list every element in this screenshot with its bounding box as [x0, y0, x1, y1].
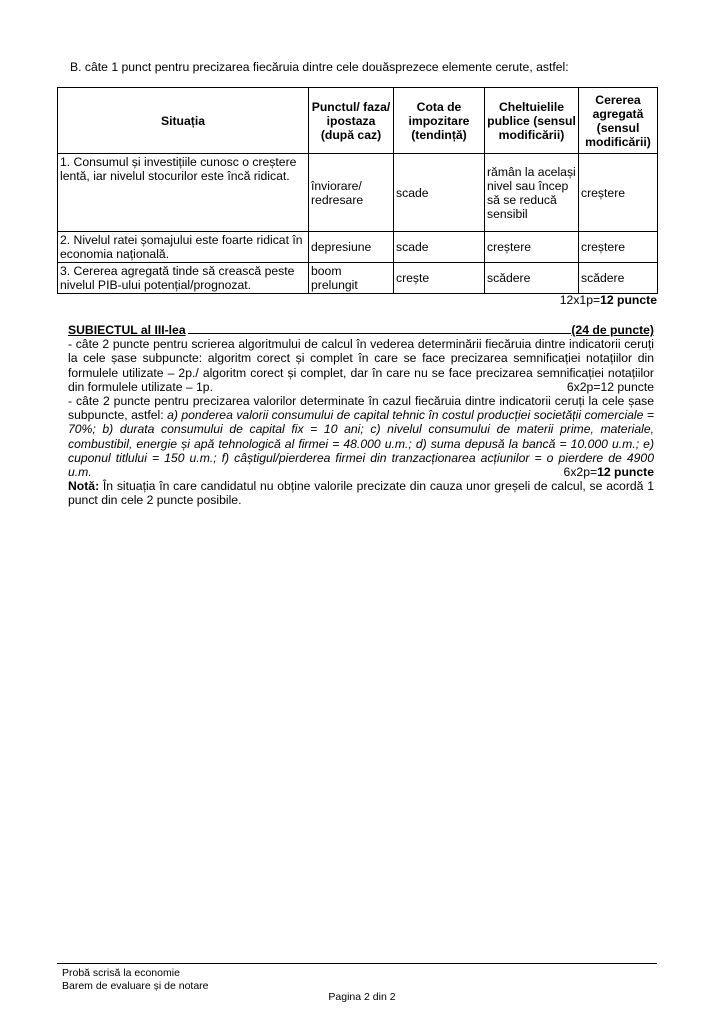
table-score: [560, 293, 657, 307]
header-cheltuielile: Cheltuielile publice (sensul modificării): [485, 88, 579, 154]
footer-subject: economie: [134, 967, 180, 979]
cell-situatia: 2. Nivelul ratei șomajului este foarte ridicat în economia națională.: [58, 232, 309, 263]
header-cota: Cota de impozitare (tendință): [394, 88, 485, 154]
subject-3-title: SUBIECTUL al III-lea: [68, 323, 186, 337]
para-1-text: - câte 2 puncte pentru scrierea algoritmului de calcul în vederea determinării fiecăruia dintre indicatorii ceruți la cele șase subpuncte: algoritm corect și complet în care se face precizarea semnificației notațiilor din formulele utilizate – 2p./ algoritm corect și complet, dar în care nu se face precizarea semnificației notațiilor din formulele utilizate – 1p.: [68, 337, 654, 394]
subject-3-paragraph-2: [68, 394, 654, 479]
note-label: Notă:: [68, 479, 100, 494]
heading-underline: [188, 323, 572, 334]
cell-situatia: 1. Consumul și investițiile cunosc o creștere lentă, iar nivelul stocurilor este încă ridicat.: [58, 154, 309, 232]
cell-cererea: creștere: [579, 154, 658, 232]
subject-3-paragraph-1: [68, 337, 654, 394]
header-cererea: Cererea agregată (sensul modificării): [579, 88, 658, 154]
table-header-row: [58, 88, 658, 154]
para-2-score-total: 12 puncte: [597, 465, 654, 480]
para-2-values: a) ponderea valorii consumului de capital tehnic în costul producției societății comerciale = 70%; b) durata consumului de capital fix = 10 ani; c) nivelul consumului de materii prime, materiale, combustibil, energie și apă tehnologică al firmei = 48.000 u.m.; d) suma depusă la bancă = 10.000 u.m.; e) cuponul titlului = 150 u.m.; f) câștigul/pierderea firmei din tranzacționarea acțiunilor = o pierdere de 4900 u.m.: [68, 408, 654, 480]
cell-cererea: scădere: [579, 263, 658, 294]
header-situatia: Situația: [58, 88, 309, 154]
subject-3-section: [68, 323, 654, 508]
footer-line-2: Barem de evaluare și de notare: [62, 980, 209, 992]
table-row: [58, 154, 658, 232]
page-number: Pagina 2 din 2: [328, 991, 396, 1003]
cell-punctul: înviorare/ redresare: [309, 154, 394, 232]
para-2-score: [564, 465, 654, 479]
cell-cheltuielile: rămân la același nivel sau încep să se reducă sensibil: [485, 154, 579, 232]
intro-text: B. câte 1 punct pentru precizarea fiecăruia dintre cele douăsprezece elemente cerute, astfel:: [70, 60, 569, 74]
table-row: [58, 232, 658, 263]
cell-punctul: boom prelungit: [309, 263, 394, 294]
table-score-total: 12 puncte: [600, 293, 657, 307]
cell-cota: scade: [394, 154, 485, 232]
table-score-formula: 12x1p=: [559, 293, 601, 307]
table-row: [58, 263, 658, 294]
footer: [62, 967, 209, 993]
footer-divider: [57, 963, 657, 964]
para-1-score: 6x2p=12 puncte: [566, 379, 654, 394]
footer-line-1: [62, 967, 209, 980]
cell-cota: scade: [394, 232, 485, 263]
subject-3-note: [68, 479, 654, 507]
footer-prefix: Probă scrisă la: [62, 967, 135, 979]
cell-cheltuielile: scădere: [485, 263, 579, 294]
cell-cota: crește: [394, 263, 485, 294]
header-punctul: Punctul/ faza/ ipostaza (după caz): [309, 88, 394, 154]
answer-table: [57, 87, 658, 294]
cell-cererea: creștere: [579, 232, 658, 263]
cell-cheltuielile: creștere: [485, 232, 579, 263]
para-2-intro: - câte 2 puncte pentru precizarea valorilor determinate în cazul fiecăruia dintre indicatorii ceruți la cele șase subpuncte, astfel:: [68, 394, 654, 423]
cell-punctul: depresiune: [309, 232, 394, 263]
subject-3-points: (24 de puncte): [571, 323, 654, 337]
para-2-score-formula: 6x2p=: [563, 465, 598, 480]
subject-3-heading: [68, 323, 654, 337]
cell-situatia: 3. Cererea agregată tinde să crească peste nivelul PIB-ului potențial/prognozat.: [58, 263, 309, 294]
note-text: În situația în care candidatul nu obține valorile precizate din cauza unor greșeli de calcul, se acordă 1 punct din cele 2 puncte posibile.: [68, 479, 654, 508]
